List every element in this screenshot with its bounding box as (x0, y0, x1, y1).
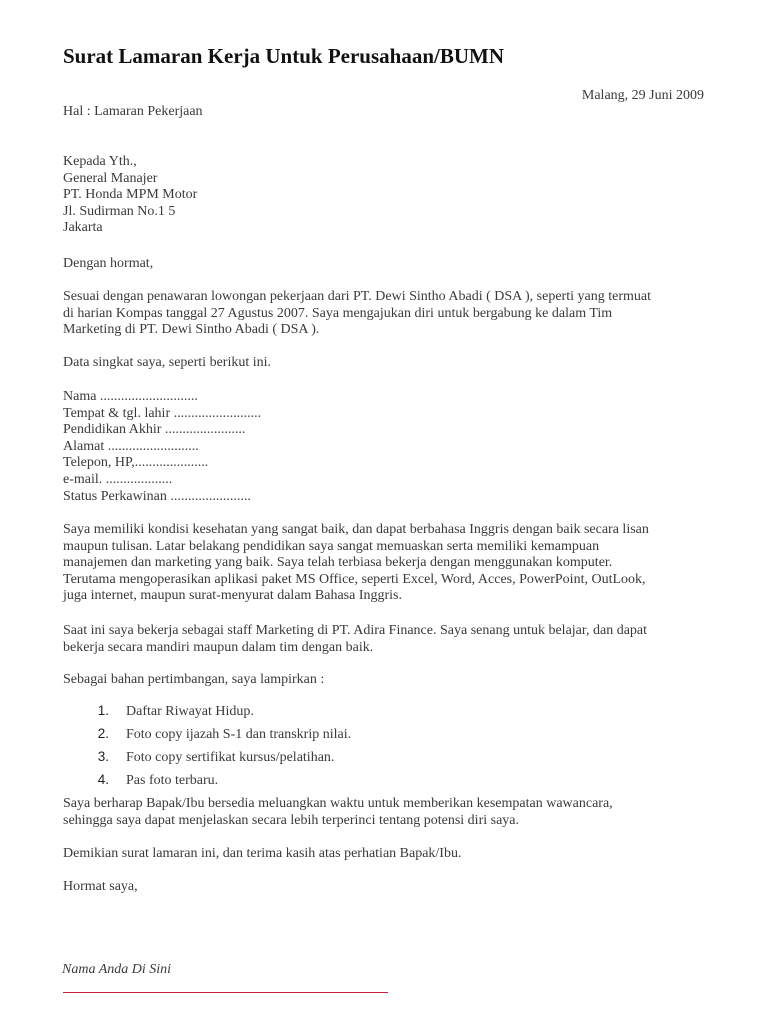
signature-name: Nama Anda Di Sini (62, 962, 172, 977)
list-item-text: Foto copy ijazah S-1 dan transkrip nilai. (126, 727, 352, 742)
paragraph-line: di harian Kompas tanggal 27 Agustus 2007. Saya mengajukan diri untuk bergabung ke dalam Tim (63, 305, 613, 321)
paragraph-line: maupun tulisan. Latar belakang pendidikan saya sangat memuaskan serta memiliki kemampuan (63, 538, 600, 554)
list-item-text: Foto copy sertifikat kursus/pelatihan. (126, 750, 335, 765)
document-title: Surat Lamaran Kerja Untuk Perusahaan/BUMN (63, 44, 505, 68)
data-intro: Data singkat saya, seperti berikut ini. (63, 355, 271, 370)
field-phone: Telepon, HP,..................... (63, 455, 209, 471)
attachments-intro: Sebagai bahan pertimbangan, saya lampirkan : (63, 672, 325, 687)
paragraph-line: Saya memiliki kondisi kesehatan yang sangat baik, dan dapat berbahasa Inggris dengan baik secara lisan (63, 522, 649, 537)
list-item-text: Daftar Riwayat Hidup. (126, 704, 254, 719)
recipient-line: General Manajer (63, 170, 158, 186)
paragraph-interview (63, 796, 613, 829)
subject-line: Hal : Lamaran Pekerjaan (63, 104, 203, 119)
closing-sentence: Demikian surat lamaran ini, dan terima kasih atas perhatian Bapak/Ibu. (63, 846, 462, 861)
list-item (63, 703, 351, 726)
paragraph-current-job (63, 623, 647, 656)
recipient-line: Kepada Yth., (63, 154, 137, 169)
paragraph-line: Saat ini saya bekerja sebagai staff Marketing di PT. Adira Finance. Saya senang untuk belajar, dan dapat (63, 623, 648, 638)
list-number: 4. (97, 772, 109, 787)
list-number: 2. (97, 726, 109, 741)
greeting: Dengan hormat, (63, 256, 154, 271)
recipient-line: Jl. Sudirman No.1 5 (63, 203, 176, 219)
list-number: 1. (97, 703, 109, 718)
paragraph-line: sehingga saya dapat menjelaskan secara lebih terperinci tentang potensi diri saya. (63, 812, 519, 828)
personal-data-fields (63, 389, 261, 505)
paragraph-intro (63, 289, 651, 339)
paragraph-line: Saya berharap Bapak/Ibu bersedia meluangkan waktu untuk memberikan kesempatan wawancara, (63, 796, 613, 811)
field-name: Nama ............................ (63, 389, 198, 404)
recipient-line: Jakarta (63, 220, 103, 236)
paragraph-line: Sesuai dengan penawaran lowongan pekerjaan dari PT. Dewi Sintho Abadi ( DSA ), seperti yang termuat (63, 289, 651, 304)
paragraph-line: manajemen dan marketing yang baik. Saya telah terbiasa bekerja dengan menggunakan komputer. (63, 555, 613, 571)
paragraph-line: Terutama mengoperasikan aplikasi paket MS Office, seperti Excel, Word, Acces, PowerPoint, OutLook, (63, 571, 646, 587)
list-item (63, 772, 351, 795)
recipient-line: PT. Honda MPM Motor (63, 187, 198, 203)
paragraph-line: juga internet, maupun surat-menyurat dalam Bahasa Inggris. (63, 588, 403, 604)
recipient-block (63, 154, 197, 237)
field-birth: Tempat & tgl. lahir ......................... (63, 405, 262, 421)
list-number: 3. (97, 749, 109, 764)
paragraph-line: bekerja secara mandiri maupun dalam tim dengan baik. (63, 639, 374, 655)
list-item (63, 726, 351, 749)
paragraph-line: Marketing di PT. Dewi Sintho Abadi ( DSA ). (63, 322, 320, 338)
attachments-list (63, 703, 351, 795)
list-item (63, 749, 351, 772)
signature-line (63, 992, 388, 993)
field-address: Alamat .......................... (63, 438, 199, 454)
regards: Hormat saya, (63, 879, 138, 894)
paragraph-skills (63, 522, 649, 605)
field-marital-status: Status Perkawinan ....................... (63, 488, 251, 504)
field-email: e-mail. ................... (63, 471, 173, 487)
list-item-text: Pas foto terbaru. (126, 773, 219, 788)
field-education: Pendidikan Akhir ....................... (63, 422, 246, 438)
letter-date: Malang, 29 Juni 2009 (581, 88, 704, 103)
